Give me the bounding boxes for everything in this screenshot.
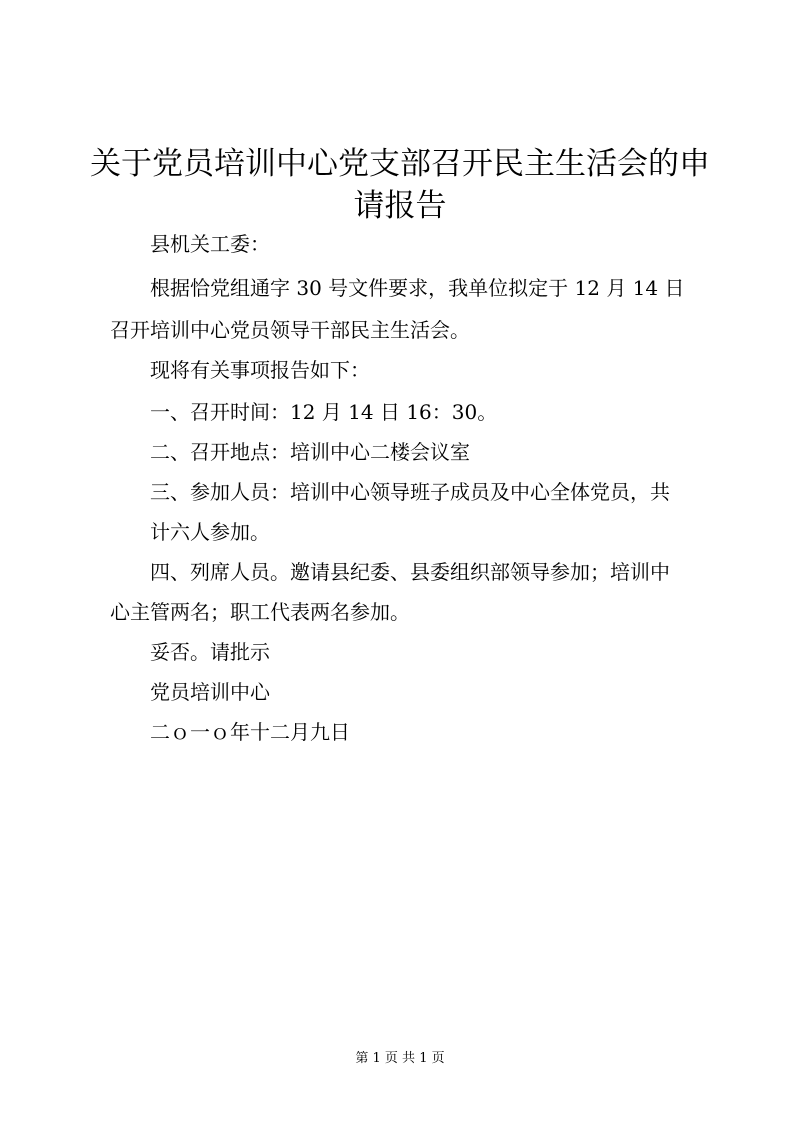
paragraph-2: 现将有关事项报告如下：	[150, 358, 370, 382]
salutation: 县机关工委：	[150, 232, 270, 256]
document-title-line1: 关于党员培训中心党支部召开民主生活会的申	[90, 146, 710, 182]
item-1-time: 一、召开时间：12 月 14 日 16：30。	[150, 400, 498, 424]
paragraph-1-line-1: 根据恰党组通字 30 号文件要求，我单位拟定于 12 月 14 日	[150, 276, 685, 300]
item-4-line-1: 四、列席人员。邀请县纪委、县委组织部领导参加；培训中	[150, 560, 670, 584]
item-3-line-2: 计六人参加。	[150, 520, 270, 544]
item-3-line-1: 三、参加人员：培训中心领导班子成员及中心全体党员，共	[150, 480, 670, 504]
paragraph-1-line-2: 召开培训中心党员领导干部民主生活会。	[110, 318, 470, 342]
item-4-line-2: 心主管两名；职工代表两名参加。	[110, 600, 410, 624]
closing-request: 妥否。请批示	[150, 640, 270, 664]
item-2-location: 二、召开地点：培训中心二楼会议室	[150, 440, 470, 464]
page-footer: 第 1 页 共 1 页	[355, 1051, 445, 1066]
document-title-line2: 请报告	[353, 188, 447, 224]
signature-date: 二ｏ一ｏ年十二月九日	[150, 720, 350, 744]
signature-organization: 党员培训中心	[150, 680, 270, 704]
